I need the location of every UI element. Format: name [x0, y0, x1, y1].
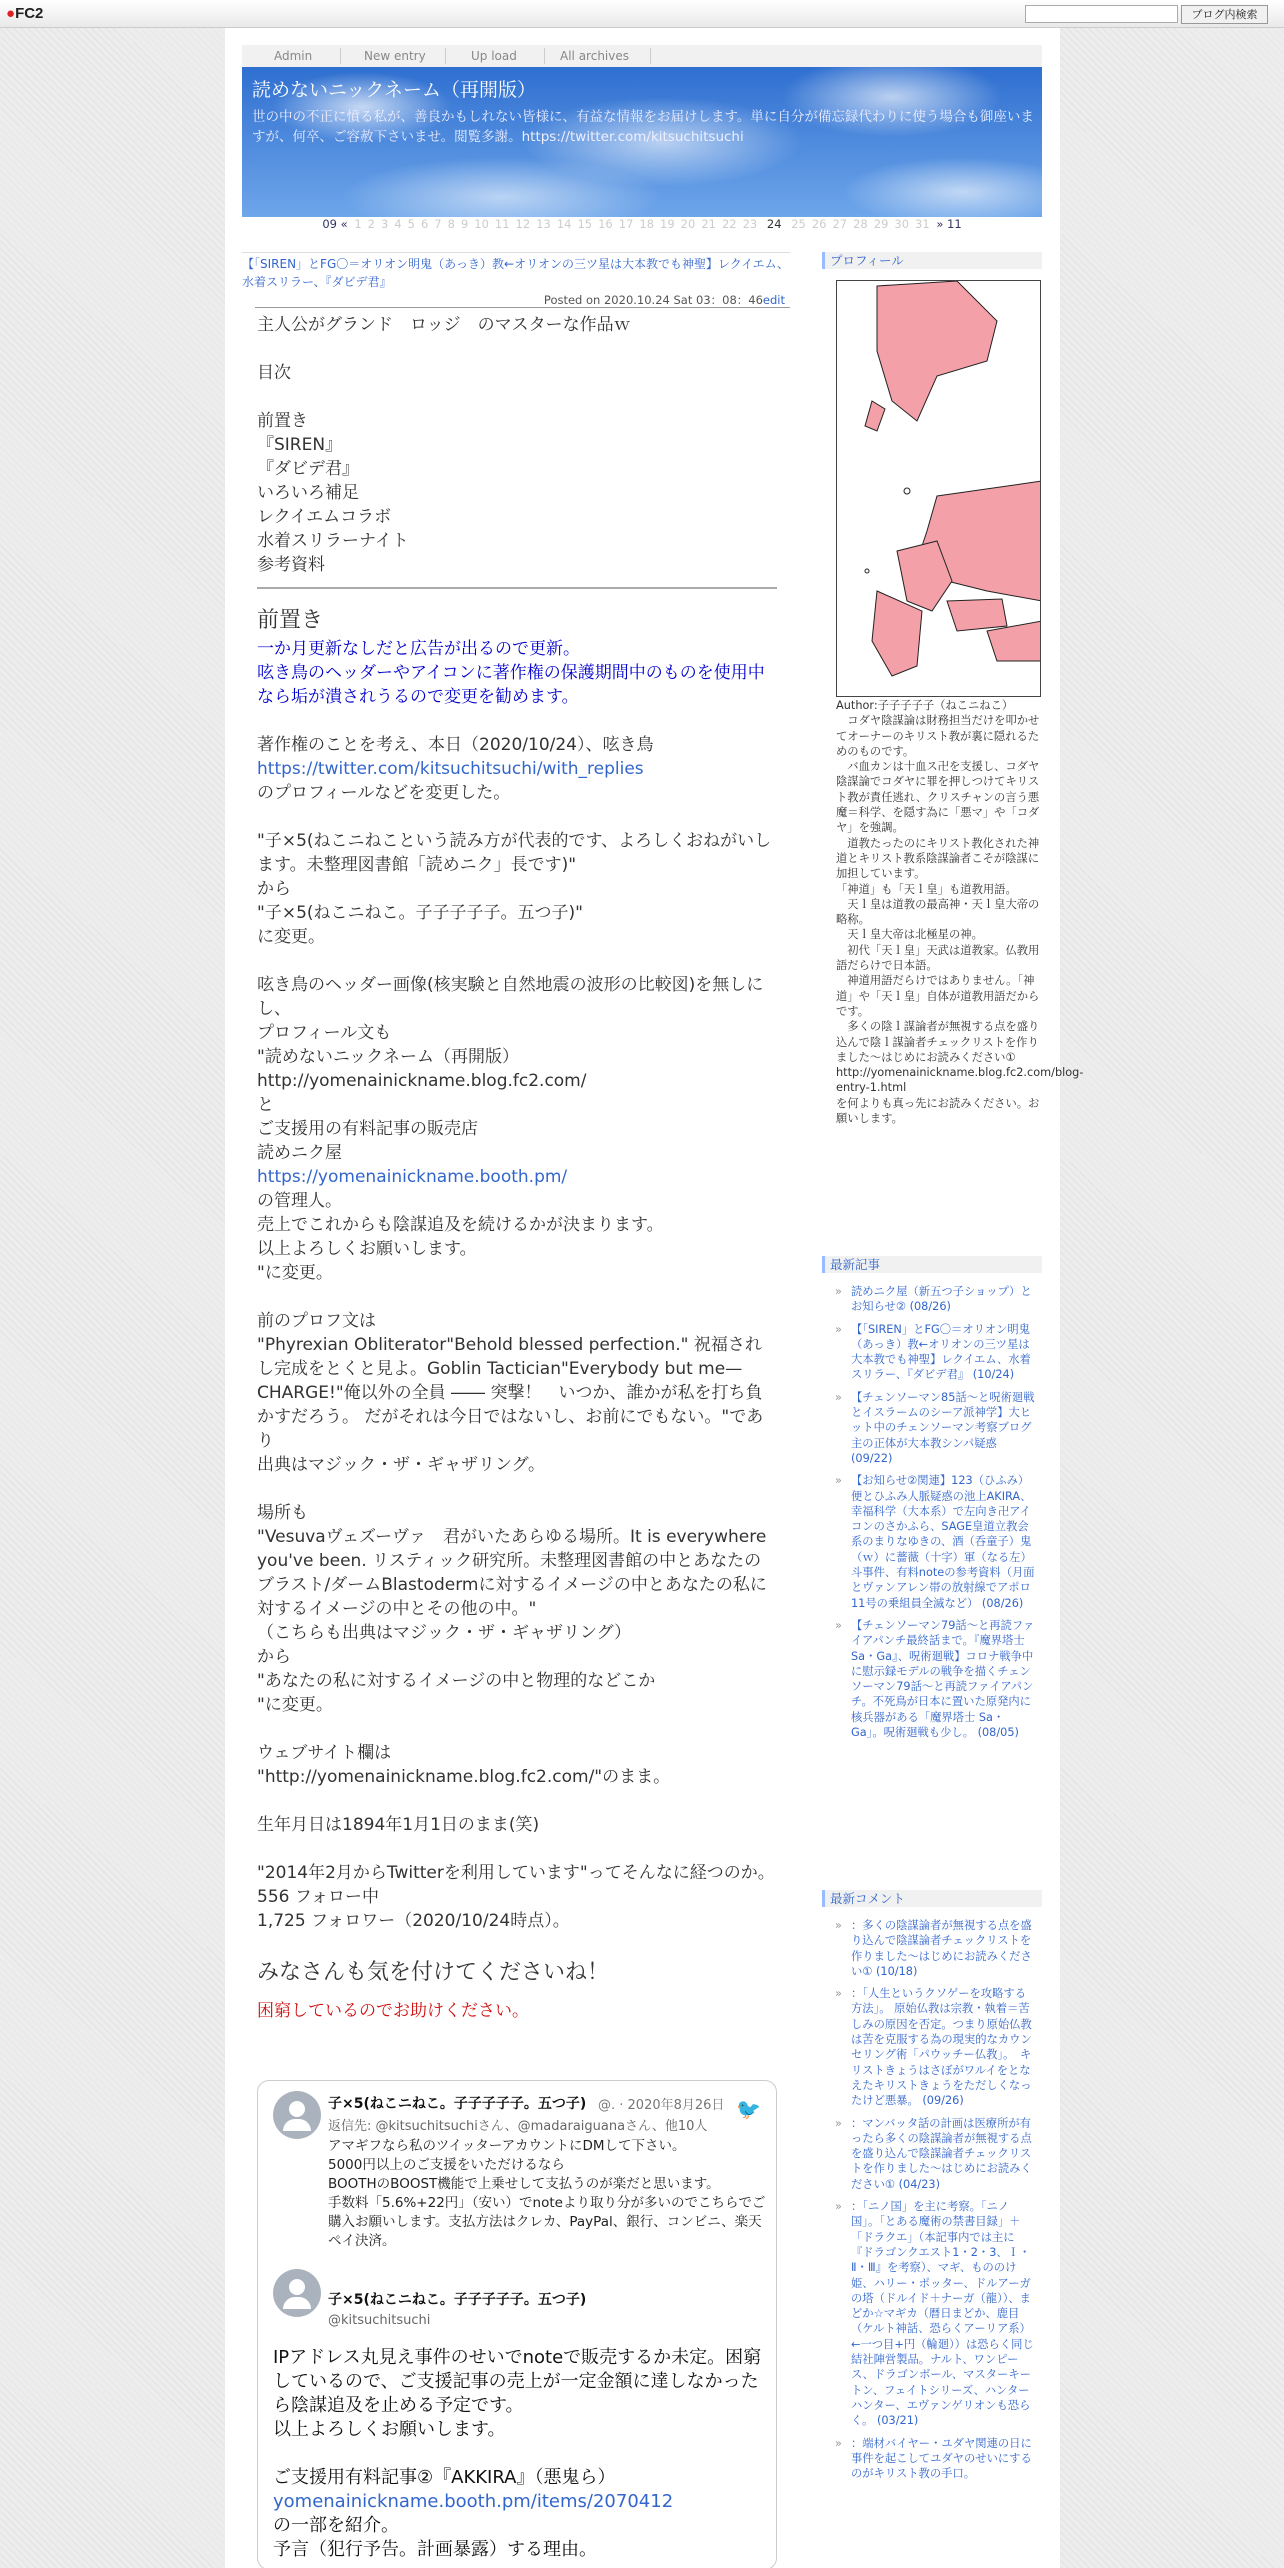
calendar-day: 13 [536, 217, 551, 231]
paragraph: 売上でこれからも陰謀追及を続けるかが決まります。 [257, 1215, 664, 1235]
calendar-day: 12 [515, 217, 531, 231]
paragraph: "Vesuvaヴェズーヴァ 君がいたあらゆる場所。It is everywhere you've been. リスティック研究所。未整理図書館の中とあなたのブラスト/ダームBlastodermに対するイメージの中とあなたの私に対するイメージの中とその他の中。" [257, 1527, 767, 1619]
paragraph: 556 フォロー中 [257, 1887, 380, 1907]
recent-post-link[interactable]: » 【お知らせ②関連】123（ひふみ）便とひふみ人脈疑惑の池上AKIRA、幸福科学（大本系）で左向き卍アイコンのさかふら、SAGE皇道立教会系のまりなゆきの、酒（呑童子）鬼（ｗ）に薔薇（十字）軍（なる左）斗事件、有料noteの参考資料（月面とヴァンアレン帯の放射線でアポロ11号の乗組員全滅など） (08/26) [835, 1473, 1035, 1611]
tweet-line [273, 2442, 773, 2466]
paragraph: 著作権のことを考え、本日（2020/10/24）、呟き鳥 [257, 735, 654, 755]
tweet-line: アマギフなら私のツイッターアカウントにDMして下さい。 [328, 2138, 686, 2154]
paragraph: から [257, 1647, 291, 1667]
recent-comment-link[interactable]: » ：マンバッタ話の計画は医療所が有ったら多くの陰謀論者が無視する点を盛り込んで陰謀論者チェックリストを作りました～はじめにお読みください① (04/23) [835, 2116, 1035, 2192]
paragraph: ウェブサイト欄は [257, 1743, 392, 1763]
paragraph: と [257, 1095, 274, 1115]
recent-comment-link[interactable]: » ：端材バイヤー・ユダヤ関連の日に事件を起こしてユダヤのせいにするのがキリスト教の手口。 [835, 2436, 1035, 2482]
twitter-bird-icon[interactable]: 🐦 [736, 2097, 761, 2121]
recent-post-link[interactable]: » 【チェンソーマン85話～と呪術廻戦とイスラームのシーア派神学】大ヒット中のチェンソーマン考察ブログ主の正体が大本教シンパ疑惑 (09/22) [835, 1390, 1035, 1466]
toc-item[interactable]: 『SIREN』 [257, 435, 343, 455]
tweet-author-name[interactable]: 子×5(ねこニねこ。子子子子子。五つ子) [328, 2292, 587, 2308]
nav-new-entry[interactable]: New entry [364, 49, 426, 63]
paragraph: "に変更。 [257, 1263, 333, 1283]
fc2-bar [0, 0, 1284, 28]
recent-post-link[interactable]: » 【チェンソーマン79話～と再読ファイアパンチ最終話まで。『魔界塔士 Sa・Ga』、呪術廻戦】コロナ戦争中に慰示録モデルの戦争を描くチェンソーマン79話～と再読ファイアパンチ。不死鳥が日本に置いた原発内に核兵器がある「魔界塔士 Sa・Ga」。呪術廻戦も少し。 (08/05) [835, 1618, 1035, 1740]
tweet-line: ご支援用有料記事②『AKKIRA』（悪鬼ら） [273, 2467, 616, 2488]
recent-post-link[interactable]: » 読めニク屋（新五つ子ショップ）とお知らせ② (08/26) [835, 1284, 1035, 1315]
fc2-logo[interactable]: ●FC2 [6, 5, 44, 22]
calendar-day: 26 [811, 217, 827, 231]
tweet-line: 予言（犯行予告。計画暴露）する理由。 [273, 2539, 597, 2560]
toc-item[interactable]: レクイエムコラボ [257, 507, 392, 527]
japan-map-image [836, 280, 1041, 697]
recent-comment-link[interactable]: » ：「ニノ国」を主に考察。「ニノ国」。「とある魔術の禁書目録」＋「ドラクエ」（本記事内では主に『ドラゴンクエスト1・2・3、Ｉ・Ⅱ・Ⅲ』を考察）、マギ、もののけ姫、ハリー・ポッター、ドルアーガの塔（ドルイド＋ナーガ（龍））、まどか☆マギカ（暦日まどか、鹿目（ケルト神話、恐らくアーリア系）←一つ目+円（輪廻））は恐らく同じ結社陣営製品。ナルト、ワンピース、ドラゴンボール、マスターキートン、フェイトシリーズ、ハンターハンター、エヴァンゲリオンも恐らく。 (03/21) [835, 2199, 1035, 2428]
paragraph: http://yomenainickname.blog.fc2.com/ [257, 1071, 587, 1091]
avatar[interactable] [273, 2091, 321, 2139]
calendar-day: 7 [434, 217, 442, 231]
calendar-day: 19 [660, 217, 675, 231]
nav-admin[interactable]: Admin [274, 49, 313, 63]
notice-line: 呟き鳥のヘッダーやアイコンに著作権の保護期間中のものを使用中なら垢が潰されうるので変更を勧めます。 [257, 663, 765, 707]
recent-comment-link[interactable]: » ：「人生というクソゲーを攻略する方法」。 原始仏教は宗教・執着＝苦しみの原因を否定。つまり原始仏教は苦を克服する為の現実的なカウンセリング術「パウッチー仏教」。 キリストきょうはさぼがワルイをとなえたキリストきょうをただしくなったけど悪暴。 (09/26) [835, 1986, 1035, 2108]
calendar-day: 9 [460, 217, 469, 231]
paragraph: 出典はマジック・ザ・ギャザリング。 [257, 1455, 545, 1475]
post-title[interactable]: 【「SIREN」とFG〇＝オリオン明鬼（あっき）教←オリオンの三ツ星は大本教でも神聖】レクイエム、水着スリラー、『ダビデ君』 [242, 252, 790, 291]
nav-upload[interactable]: Up load [471, 49, 517, 63]
toc-item[interactable]: いろいろ補足 [257, 483, 359, 503]
profile-heading: プロフィール [822, 252, 1042, 269]
recent-comments-heading: 最新コメント [822, 1890, 1042, 1907]
warning-heading: みなさんも気を付けてくださいね！ [257, 1960, 610, 1985]
avatar[interactable] [273, 2269, 321, 2317]
tweet-line: 5000円以上のご支援をいただけるなら [328, 2157, 565, 2173]
paragraph: 前のプロフ文は [257, 1311, 376, 1331]
top-nav [242, 45, 1042, 67]
calendar-day: 15 [577, 217, 593, 231]
tweet-line: 以上よろしくお願いします。 [273, 2419, 506, 2440]
recent-posts-heading: 最新記事 [822, 1256, 1042, 1273]
recent-comments-list [835, 1918, 1035, 2488]
calendar-day: 4 [394, 217, 402, 231]
tweet-meta: @. · 2020年8月26日 [598, 2098, 725, 2113]
paragraph: "読めないニックネーム（再開版） [257, 1047, 519, 1067]
calendar-day: 21 [701, 217, 716, 231]
calendar-day: 6 [420, 217, 429, 231]
notice-line: 一か月更新なしだと広告が出るので更新。 [257, 639, 580, 659]
tweet-handle[interactable]: @kitsuchitsuchi [328, 2313, 431, 2328]
post-body [257, 313, 777, 2023]
paragraph: から [257, 879, 291, 899]
paragraph: 以上よろしくお願いします。 [257, 1239, 477, 1259]
post-date: Posted on 2020.10.24 Sat 03：08：46 [543, 293, 763, 307]
calendar-prev[interactable]: 09 « [322, 217, 348, 231]
help-request: 困窮しているのでお助けください。 [257, 2001, 529, 2021]
section-title: 前置き [257, 608, 324, 633]
booth-item-link[interactable]: yomenainickname.booth.pm/items/2070412 [273, 2491, 674, 2512]
profile-text: Author:子子子子子（ねこニねこ） コダヤ陰謀論は財務担当だけを叩かせてオーナーのキリスト教が裏に隠れるためのものです。 バ血カンは十血ス卍を支援し、コダヤ陰謀論でコダヤに罪を押しつけてキリスト教が責任逃れ、クリスチャンの言う悪魔＝科学、を隠す為に「悪マ」や「コダヤ」を強調。 道教たったのにキリスト教化された神道とキリスト教系陰謀論者こそが陰謀に加担しています。 「神道」も「天ｌ皇」も道教用語。 天ｌ皇は道教の最高神・天ｌ皇大帝の略称。 天ｌ皇大帝は北極星の神。 初代「天ｌ皇」天武は道教家。仏教用語だらけで日本語。 神道用語だらけではありません。「神道」や「天ｌ皇」自体が道教用語だから です。 多くの陰ｌ謀論者が無視する点を盛り込んで陰ｌ謀論者チェックリストを作りました～はじめにお読みください① http://yomenainickname.blog.fc2.com/blog-entry-1.html を何よりも真っ先にお読みください。お願いします。 [836, 699, 1084, 1126]
toc-item[interactable]: 前置き [257, 411, 308, 431]
calendar-today[interactable]: 24 [766, 217, 782, 231]
tweet-text [328, 2137, 768, 2251]
tweet-author-name[interactable]: 子×5(ねこニねこ。子子子子子。五つ子) [328, 2096, 587, 2112]
paragraph: 生年月日は1894年1月1日のまま(笑) [257, 1815, 540, 1835]
blog-title[interactable]: 読めないニックネーム（再開版） [252, 79, 537, 101]
paragraph: 場所も [257, 1503, 308, 1523]
table-of-contents [257, 409, 777, 577]
tweet-line: の一部を紹介。 [273, 2515, 399, 2536]
toc-item[interactable]: 水着スリラーナイト [257, 531, 409, 551]
calendar-day: 16 [598, 217, 613, 231]
paragraph: "子×5(ねこニねこ。子子子子子。五つ子)" [257, 903, 583, 923]
paragraph: "に変更。 [257, 1695, 333, 1715]
calendar-day: 1 [354, 217, 362, 231]
calendar-next[interactable]: » 11 [936, 217, 962, 231]
calendar-day: 2 [367, 217, 375, 231]
calendar-day: 20 [680, 217, 696, 231]
calendar-day: 3 [380, 217, 389, 231]
calendar-day: 29 [873, 217, 889, 231]
calendar-day: 5 [407, 217, 415, 231]
paragraph: 呟き鳥のヘッダー画像(核実験と自然地震の波形の比較図)を無しにし、 [257, 975, 764, 1019]
post-intro: 主人公がグランド ロッジ のマスターな作品ｗ [257, 315, 631, 335]
toc-item[interactable]: 参考資料 [257, 555, 325, 575]
tweet-reply-to: 返信先: @kitsuchitsuchiさん、@madaraiguanaさん、他10人 [328, 2119, 708, 2134]
paragraph: に変更。 [257, 927, 325, 947]
tweet-line: BOOTHのBOOST機能で上乗せして支払うのが楽だと思います。 [328, 2176, 720, 2192]
paragraph: （こちらも出典はマジック・ザ・ギャザリング） [257, 1623, 632, 1643]
paragraph: 1,725 フォロワー（2020/10/24時点）。 [257, 1911, 570, 1931]
paragraph: プロフィール文も [257, 1023, 392, 1043]
divider [257, 587, 777, 589]
calendar-day: 17 [618, 217, 634, 231]
paragraph: "子×5(ねこニねこという読み方が代表的です、よろしくおねがいします。未整理図書館「読めニク」長です)" [257, 831, 772, 875]
calendar-day: 14 [556, 217, 572, 231]
tweet-line: IPアドレス丸見え事件のせいでnoteで販売するか未定。困窮しているので、ご支援記事の売上が一定金額に達しなかったら陰謀追及を止める予定です。 [273, 2347, 762, 2416]
recent-comment-link[interactable]: » ：多くの陰謀論者が無視する点を盛り込んで陰謀論者チェックリストを作りました～はじめにお読みください① (10/18) [835, 1918, 1035, 1979]
calendar-day: 28 [853, 217, 868, 231]
blog-search-input[interactable] [1025, 5, 1178, 23]
toc-heading: 目次 [257, 363, 291, 383]
calendar-day: 8 [447, 217, 455, 231]
calendar-day: 30 [894, 217, 910, 231]
blog-banner [242, 67, 1042, 217]
blog-description: 世の中の不正に憤る私が、善良かもしれない皆様に、有益な情報をお届けします。単に自分が備忘録代わりに使う場合も御座いますが、何卒、ご容赦下さいませ。閲覧多謝。https://twitter.com/kitsuchitsuchi [252, 109, 1034, 145]
post-edit-link[interactable]: edit [762, 293, 785, 307]
paragraph: "2014年2月からTwitterを利用しています"ってそんなに経つのか。 [257, 1863, 775, 1883]
post-meta [255, 292, 790, 308]
recent-post-link[interactable]: » 【「SIREN」とFG〇＝オリオン明鬼（あっき）教←オリオンの三ツ星は大本教でも神聖】レクイエム、水着スリラー、『ダビデ君』 (10/24) [835, 1322, 1035, 1383]
calendar-day: 10 [474, 217, 489, 231]
calendar-day: 25 [791, 217, 806, 231]
tweet-line: 手数料「5.6%+22円」（安い）でnoteより取り分が多いのでこちらでご購入お願いします。支払方法はクレカ、PayPal、銀行、コンビニ、楽天ペイ決済。 [328, 2195, 766, 2249]
paragraph: 読めニク屋 [257, 1143, 342, 1163]
tweet-body [273, 2346, 773, 2562]
calendar-day: 11 [494, 217, 510, 231]
embedded-tweet[interactable] [257, 2080, 777, 2568]
blog-search-button[interactable]: ブログ内検索 [1181, 5, 1268, 24]
twitter-link[interactable]: https://twitter.com/kitsuchitsuchi/with_replies [257, 759, 644, 779]
nav-all-archives[interactable]: All archives [560, 49, 629, 63]
paragraph: "あなたの私に対するイメージの中と物理的などこか [257, 1671, 656, 1691]
calendar-day: 18 [639, 217, 655, 231]
toc-item[interactable]: 『ダビデ君』 [257, 459, 359, 479]
calendar-day: 31 [915, 217, 930, 231]
paragraph: ご支援用の有料記事の販売店 [257, 1119, 478, 1139]
recent-posts-list [835, 1284, 1035, 1747]
booth-link[interactable]: https://yomenainickname.booth.pm/ [257, 1167, 568, 1187]
calendar-day: 22 [721, 217, 737, 231]
calendar-bar [242, 217, 1042, 231]
calendar-day: 23 [742, 217, 758, 231]
paragraph: "Phyrexian Obliterator"Behold blessed perfection." 祝福されし完成をとくと見よ。Goblin Tactician"Everybody but me—CHARGE!"俺以外の全員 ―― 突撃！ いつか、誰かが私を打ち負かすだろう。 だがそれは今日ではないし、お前にでもない。"であり [257, 1335, 764, 1451]
calendar-day: 27 [832, 217, 848, 231]
paragraph: の管理人。 [257, 1191, 342, 1211]
paragraph: "http://yomenainickname.blog.fc2.com/"のまま。 [257, 1767, 671, 1787]
paragraph: のプロフィールなどを変更した。 [257, 783, 511, 803]
